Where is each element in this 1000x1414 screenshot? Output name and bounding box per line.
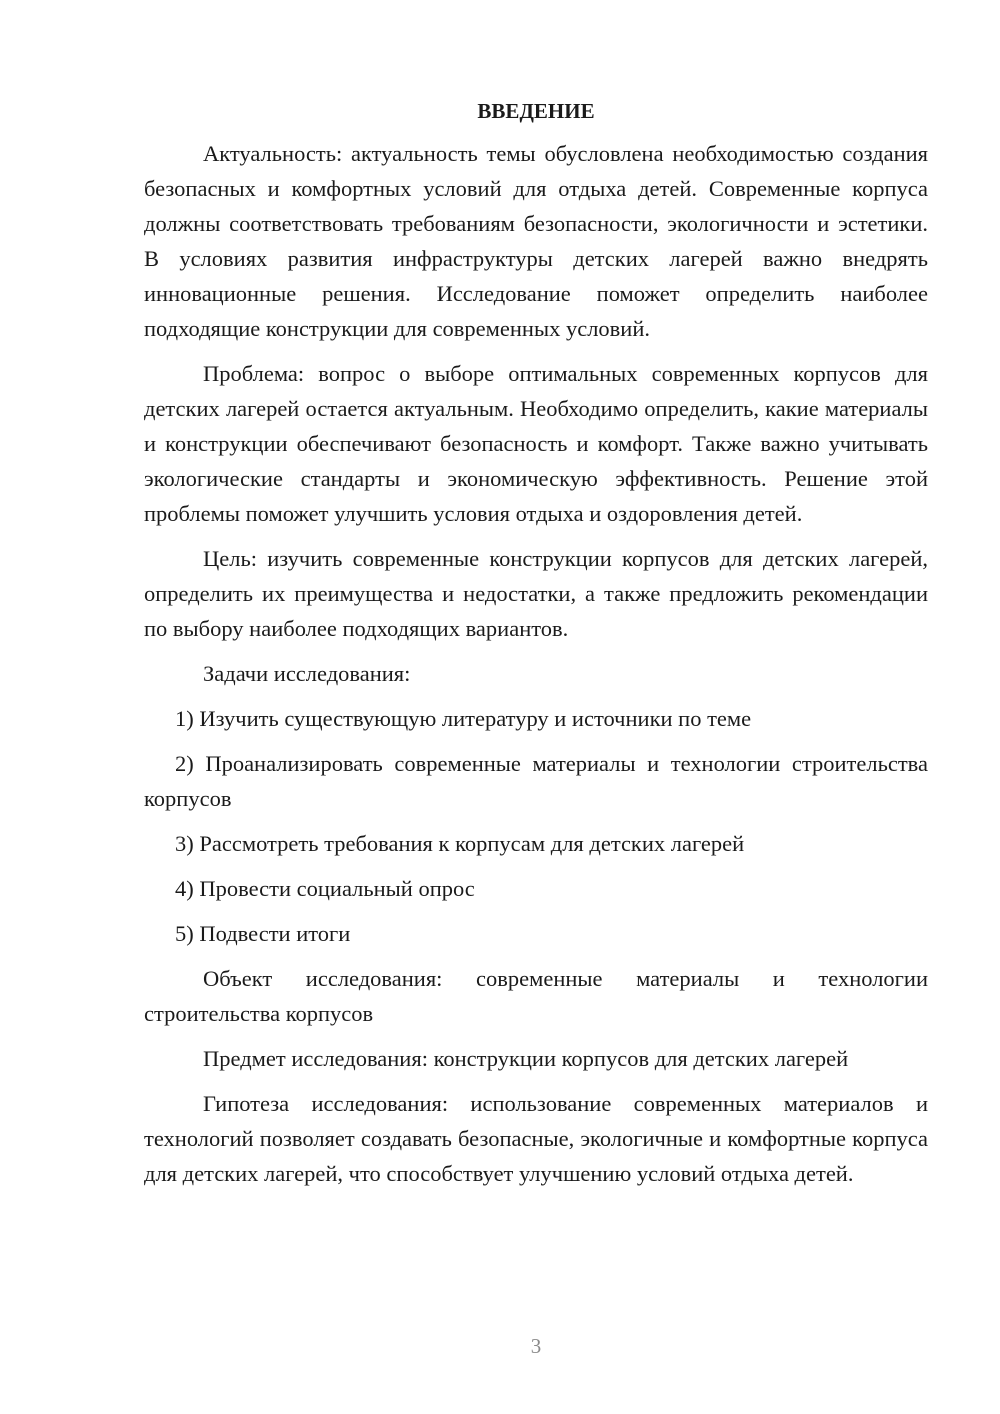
paragraph-subject: Предмет исследования: конструкции корпусов для детских лагерей: [203, 1046, 849, 1071]
page-number: 3: [530, 1334, 542, 1358]
paragraph-goal: Цель: изучить современные конструкции корпусов для детских лагерей, определить их преимущества и недостатки, а также предложить рекомендации по выбору наиболее подходящих вариантов.: [144, 546, 928, 641]
paragraph-hypothesis: Гипотеза исследования: использование современных материалов и технологий позволяет создавать безопасные, экологичные и комфортные корпуса для детских лагерей, что способствует улучшению условий отдыха детей.: [144, 1091, 928, 1186]
task-item: 1) Изучить существующую литературу и источники по теме: [175, 706, 752, 731]
paragraph-object: Объект исследования: современные материалы и технологии строительства корпусов: [144, 966, 928, 1026]
tasks-heading: Задачи исследования:: [203, 661, 411, 686]
task-item: 2) Проанализировать современные материалы и технологии строительства корпусов: [144, 751, 928, 811]
page-body: [144, 94, 928, 1201]
paragraph-problem: Проблема: вопрос о выборе оптимальных современных корпусов для детских лагерей остается актуальным. Необходимо определить, какие материалы и конструкции обеспечивают безопасность и комфорт. Также важно учитывать экологические стандарты и экономическую эффективность. Решение этой проблемы поможет улучшить условия отдыха и оздоровления детей.: [144, 361, 928, 526]
task-item: 3) Рассмотреть требования к корпусам для детских лагерей: [175, 831, 745, 856]
task-item: 5) Подвести итоги: [175, 921, 351, 946]
task-item: 4) Провести социальный опрос: [175, 876, 475, 901]
section-title: ВВЕДЕНИЕ: [477, 99, 595, 123]
paragraph-relevance: Актуальность: актуальность темы обусловлена необходимостью создания безопасных и комфортных условий для отдыха детей. Современные корпуса должны соответствовать требованиям безопасности, экологичности и эстетики. В условиях развития инфраструктуры детских лагерей важно внедрять инновационные решения. Исследование поможет определить наиболее подходящие конструкции для современных условий.: [144, 141, 928, 341]
